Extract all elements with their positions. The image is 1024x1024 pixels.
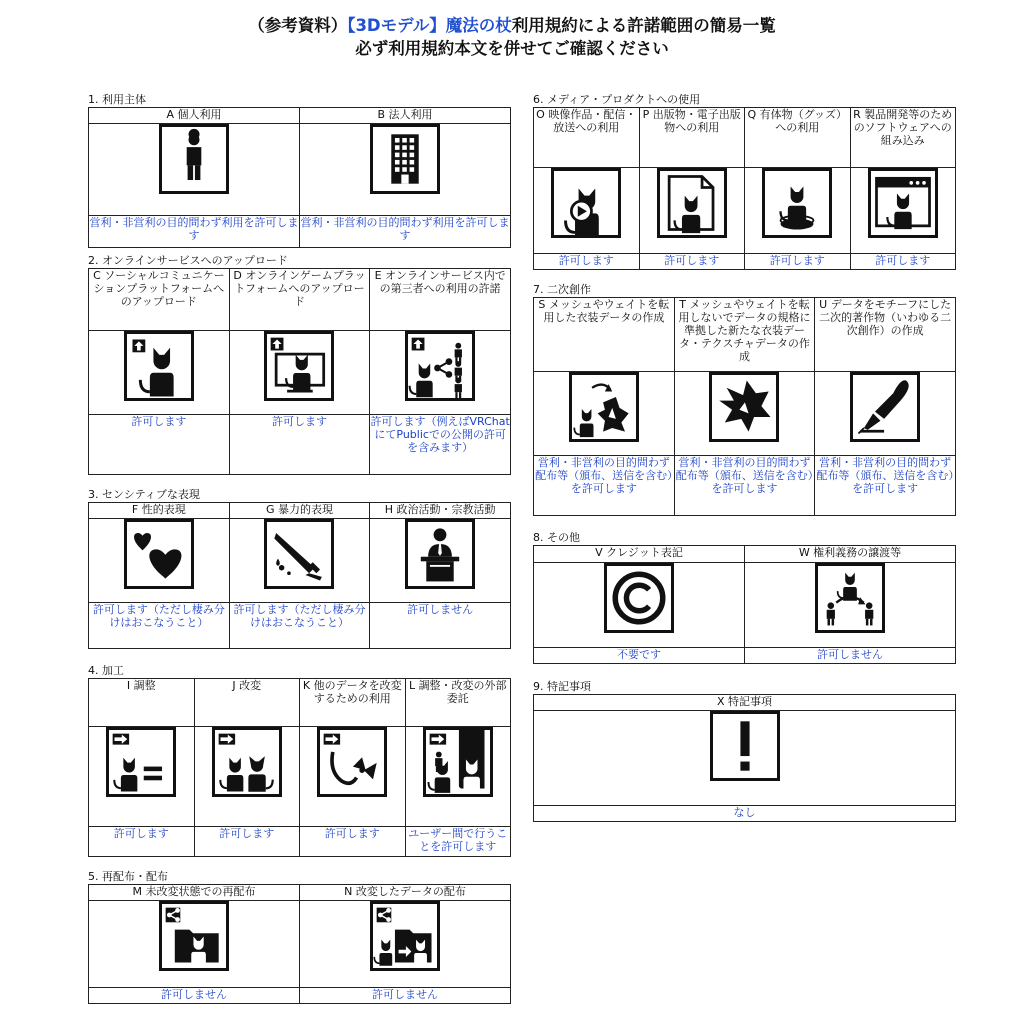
item-header (370, 503, 511, 519)
section-title (88, 93, 511, 106)
item-icon-cell (534, 168, 640, 254)
permission-row (89, 988, 511, 1004)
title-suffix: 利用規約による許諾範囲の簡易一覧 (511, 16, 776, 35)
item-permission-text: 許可します（ただし棲み分けはおこなうこと） (92, 603, 225, 629)
icon-row (89, 901, 511, 988)
item-icon-cell (639, 168, 745, 254)
section-s3 (88, 488, 511, 649)
item-permission-text: 営利・非営利の目的問わず配布等（頒布、送信を含む）を許可します (675, 456, 814, 495)
item-permission-text: 営利・非営利の目的問わず配布等（頒布、送信を含む）を許可します (816, 456, 954, 495)
item-header-text: P 出版物・電子出版物への利用 (642, 108, 741, 134)
item-header (815, 298, 956, 372)
section-title-text: 4. 加工 (88, 664, 124, 677)
outsource-icon (423, 727, 493, 797)
title-prefix: （参考資料） (248, 16, 348, 35)
header-row (534, 108, 956, 168)
item-header (89, 503, 230, 519)
building-icon (370, 124, 440, 194)
item-header (89, 885, 300, 901)
permission-table (88, 678, 511, 857)
item-header (89, 108, 300, 124)
item-header (229, 503, 370, 519)
item-header-text: A 個人利用 (166, 108, 222, 121)
section-s6 (533, 93, 956, 270)
icon-row (534, 563, 956, 648)
item-permission-text: 許可します（ただし棲み分けはおこなうこと） (233, 603, 366, 629)
item-icon-cell (850, 168, 956, 254)
upload-monitor-icon (264, 331, 334, 401)
permission-table (533, 107, 956, 270)
item-icon-cell (89, 331, 230, 415)
item-header-text: O 映像作品・配信・放送への利用 (536, 108, 637, 134)
upload-share-icon (405, 331, 475, 401)
hearts-icon (124, 519, 194, 589)
item-icon-cell (815, 372, 956, 456)
item-icon-cell (89, 901, 300, 988)
item-icon-cell (89, 727, 195, 827)
item-header-text: B 法人利用 (377, 108, 433, 121)
permission-table (533, 694, 956, 822)
outfit-transfer-icon (569, 372, 639, 442)
pen-icon (850, 372, 920, 442)
item-header (89, 679, 195, 727)
permission-row (89, 415, 511, 475)
item-permission-text: 許可します（例えばVRChatにてPublicでの公開の許可を含みます） (370, 415, 510, 454)
section-title (88, 870, 511, 883)
section-title (88, 664, 511, 677)
item-icon-cell (674, 372, 815, 456)
permission-row (89, 216, 511, 248)
item-header-text: R 製品開発等のためのソフトウェアへの組み込み (853, 108, 953, 147)
item-header (405, 679, 511, 727)
transfer-rights-icon (815, 563, 885, 633)
item-permission-text: ユーザー間で行うことを許可します (408, 827, 508, 853)
header-row (534, 546, 956, 563)
item-header (674, 298, 815, 372)
permission-row (89, 827, 511, 857)
video-icon (551, 168, 621, 238)
item-header-text: E オンラインサービス内での第三者への利用の許諾 (374, 269, 506, 295)
item-permission-text: 営利・非営利の目的問わず配布等（頒布、送信を含む）を許可します (535, 456, 673, 495)
item-header-text: S メッシュやウェイトを転用した衣装データの作成 (538, 298, 670, 324)
item-icon-cell (534, 372, 675, 456)
item-permission-text: 営利・非営利の目的問わず利用を許可します (300, 216, 510, 242)
item-icon-cell (745, 563, 956, 648)
item-permission (89, 603, 230, 649)
item-permission-text: 許可します (324, 827, 380, 840)
item-permission (194, 827, 300, 857)
figure-goods-icon (762, 168, 832, 238)
item-permission-text: 許可します (131, 415, 187, 428)
icon-row (534, 711, 956, 806)
item-permission (534, 806, 956, 822)
header-row (89, 503, 511, 519)
item-permission-text: 許可しません (817, 648, 883, 661)
item-permission (229, 603, 370, 649)
section-title (533, 283, 956, 296)
item-header (300, 108, 511, 124)
item-permission-text: なし (733, 806, 756, 819)
section-title-text: 9. 特記事項 (533, 680, 591, 693)
item-header-text: V クレジット表記 (595, 546, 683, 559)
outfit-icon (709, 372, 779, 442)
header-row (89, 885, 511, 901)
section-title-text: 7. 二次創作 (533, 283, 591, 296)
item-permission-text: 許可します (875, 254, 931, 267)
header-row (89, 269, 511, 331)
section-title (533, 531, 956, 544)
section-s4 (88, 664, 511, 857)
item-header-text: D オンラインゲームプラットフォームへのアップロード (233, 269, 366, 308)
item-header-text: C ソーシャルコミュニケーションプラットフォームへのアップロード (93, 269, 225, 308)
item-permission (534, 648, 745, 664)
section-title-text: 3. センシティブな表現 (88, 488, 200, 501)
item-icon-cell (89, 124, 300, 216)
item-icon-cell (300, 727, 406, 827)
item-icon-cell (89, 519, 230, 603)
item-header-text: U データをモチーフにした二次的著作物（いわゆる二次創作）の作成 (819, 298, 952, 337)
item-header (534, 298, 675, 372)
item-header-text: X 特記事項 (716, 695, 773, 708)
knife-icon (264, 519, 334, 589)
item-permission-text: 許可します (271, 415, 327, 428)
reuse-data-icon (317, 727, 387, 797)
item-icon-cell (405, 727, 511, 827)
item-permission (639, 254, 745, 270)
item-header-text: N 改変したデータの配布 (344, 885, 466, 898)
item-icon-cell (194, 727, 300, 827)
item-header-text: G 暴力的表現 (265, 503, 333, 516)
copyright-icon (604, 563, 674, 633)
title-model-name: 【3Dモデル】魔法の杖 (347, 16, 512, 35)
icon-row (89, 519, 511, 603)
item-permission (300, 216, 511, 248)
permission-table (533, 545, 956, 664)
item-icon-cell (370, 331, 511, 415)
item-header (300, 679, 406, 727)
item-header-text: L 調整・改変の外部委託 (408, 679, 507, 705)
item-icon-cell (300, 901, 511, 988)
item-header-text: K 他のデータを改変するための利用 (302, 679, 402, 705)
permission-row (89, 603, 511, 649)
header-row (89, 108, 511, 124)
item-header (534, 108, 640, 168)
item-permission (534, 456, 675, 516)
permission-table (533, 297, 956, 516)
icon-row (534, 168, 956, 254)
person-icon (159, 124, 229, 194)
item-permission-text: 不要です (617, 648, 661, 661)
item-permission-text: 許可します (113, 827, 169, 840)
item-permission (674, 456, 815, 516)
item-permission-text: 許可しません (407, 603, 474, 616)
exclamation-icon (710, 711, 780, 781)
section-title-text: 8. その他 (533, 531, 580, 544)
title-line-1 (0, 14, 1024, 37)
item-icon-cell (300, 124, 511, 216)
icon-row (89, 727, 511, 827)
item-icon-cell (534, 563, 745, 648)
item-header (639, 108, 745, 168)
upload-avatar-icon (124, 331, 194, 401)
section-title (533, 680, 956, 693)
item-permission (370, 603, 511, 649)
item-icon-cell (229, 331, 370, 415)
icon-row (89, 124, 511, 216)
item-header-text: Q 有体物（グッズ）への利用 (747, 108, 848, 134)
item-permission-text: 許可しません (161, 988, 227, 1001)
item-permission-text: 許可します (558, 254, 614, 267)
icon-row (534, 372, 956, 456)
modify-icon (212, 727, 282, 797)
section-s5 (88, 870, 511, 1004)
item-permission (89, 988, 300, 1004)
item-icon-cell (534, 711, 956, 806)
item-header (370, 269, 511, 331)
adjust-icon (106, 727, 176, 797)
item-permission-text: 営利・非営利の目的問わず利用を許可します (89, 216, 299, 242)
section-s1 (88, 93, 511, 248)
item-header-text: I 調整 (126, 679, 156, 692)
item-permission (89, 415, 230, 475)
header-row (534, 298, 956, 372)
item-icon-cell (745, 168, 851, 254)
title-line-2: 必ず利用規約本文を併せてご確認ください (355, 39, 669, 58)
item-icon-cell (370, 519, 511, 603)
permission-table (88, 107, 511, 248)
item-permission-text: 許可します (769, 254, 825, 267)
section-title-text: 1. 利用主体 (88, 93, 146, 106)
item-header (534, 695, 956, 711)
share-folder-icon (159, 901, 229, 971)
section-s8 (533, 531, 956, 664)
publication-icon (657, 168, 727, 238)
item-icon-cell (229, 519, 370, 603)
software-icon (868, 168, 938, 238)
item-header (745, 546, 956, 563)
section-title (88, 254, 511, 267)
item-permission (370, 415, 511, 475)
header-row (534, 695, 956, 711)
item-permission-text: 許可しません (372, 988, 438, 1001)
permission-row (534, 456, 956, 516)
section-title (88, 488, 511, 501)
permission-row (534, 648, 956, 664)
item-header (89, 269, 230, 331)
item-header-text: H 政治活動・宗教活動 (384, 503, 496, 516)
section-s2 (88, 254, 511, 475)
section-title-text: 5. 再配布・配布 (88, 870, 168, 883)
item-permission (850, 254, 956, 270)
item-permission (405, 827, 511, 857)
section-title-text: 2. オンラインサービスへのアップロード (88, 254, 288, 267)
item-permission (745, 648, 956, 664)
item-header (300, 885, 511, 901)
permission-table (88, 884, 511, 1004)
permission-table (88, 268, 511, 475)
item-header (745, 108, 851, 168)
item-permission-text: 許可します (219, 827, 275, 840)
item-permission (229, 415, 370, 475)
item-permission (745, 254, 851, 270)
item-permission (89, 216, 300, 248)
section-s9 (533, 680, 956, 822)
podium-icon (405, 519, 475, 589)
item-header-text: F 性的表現 (131, 503, 186, 516)
share-modified-icon (370, 901, 440, 971)
section-s7 (533, 283, 956, 516)
page-title (0, 14, 1024, 60)
item-header (534, 546, 745, 563)
item-header-text: T メッシュやウェイトを転用しないでデータの規格に準拠した新たな衣装データ・テクスチャデータの作成 (678, 298, 811, 363)
item-permission-text: 許可します (664, 254, 720, 267)
item-header (229, 269, 370, 331)
item-permission (534, 254, 640, 270)
item-permission (300, 827, 406, 857)
section-title (533, 93, 956, 106)
item-permission (300, 988, 511, 1004)
header-row (89, 679, 511, 727)
permission-table (88, 502, 511, 649)
permission-row (534, 806, 956, 822)
permission-row (534, 254, 956, 270)
section-title-text: 6. メディア・プロダクトへの使用 (533, 93, 701, 106)
item-permission (89, 827, 195, 857)
item-header-text: M 未改変状態での再配布 (132, 885, 256, 898)
icon-row (89, 331, 511, 415)
item-permission (815, 456, 956, 516)
item-header-text: J 改変 (232, 679, 262, 692)
item-header (850, 108, 956, 168)
item-header-text: W 権利義務の譲渡等 (798, 546, 902, 559)
item-header (194, 679, 300, 727)
